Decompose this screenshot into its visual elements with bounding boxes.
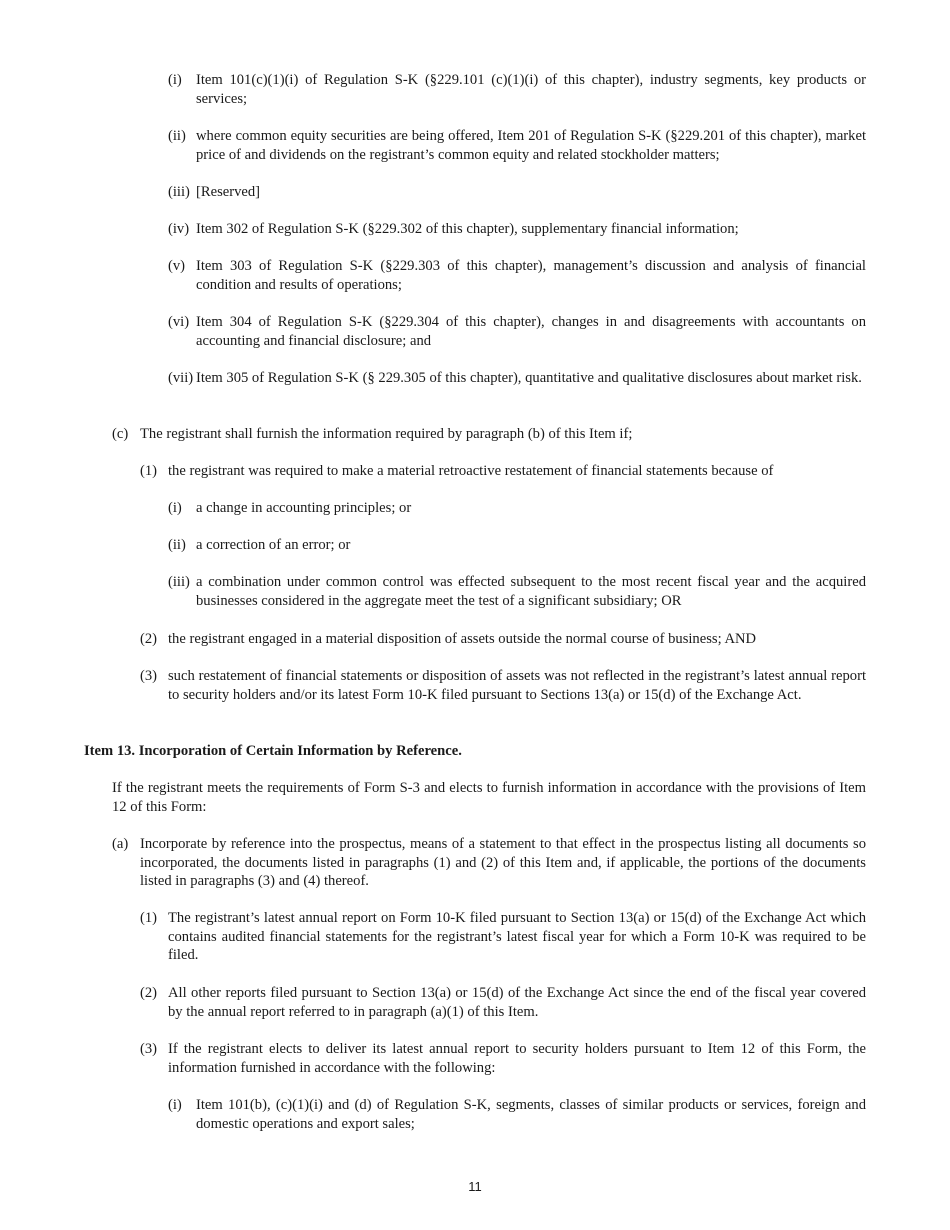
item-text: Item 101(b), (c)(1)(i) and (d) of Regulation S-K, segments, classes of similar products or services, foreign and domestic operations and export sales;: [196, 1097, 866, 1132]
item-label: (ii): [168, 537, 186, 553]
item-label: (3): [140, 1041, 158, 1057]
item-text: If the registrant elects to deliver its latest annual report to security holders pursuant to Item 12 of this Form, the information furnished in accordance with the following:: [168, 1041, 866, 1076]
paragraph-13-a-2: [140, 984, 866, 1021]
item-label: (i): [168, 500, 182, 516]
item-label: (iii): [168, 184, 190, 200]
item-label: (iii): [168, 574, 190, 590]
item-label: (3): [140, 668, 158, 684]
item-text: Item 305 of Regulation S-K (§ 229.305 of this chapter), quantitative and qualitative disclosures about market risk.: [196, 370, 862, 386]
item-text: such restatement of financial statements or disposition of assets was not reflected in the registrant’s latest annual report to security holders and/or its latest Form 10-K filed pursuant to Sections 13(a) or 15(d) of the Exchange Act.: [168, 668, 866, 703]
paragraph-13-a: [112, 835, 866, 891]
paragraph-c: [112, 425, 866, 444]
item-text: where common equity securities are being offered, Item 201 of Regulation S-K (§229.201 of this chapter), market price of and dividends on the registrant’s common equity and related stockholder matters;: [196, 128, 866, 163]
item-text: All other reports filed pursuant to Section 13(a) or 15(d) of the Exchange Act since the end of the fiscal year covered by the annual report referred to in paragraph (a)(1) of this Item.: [168, 985, 866, 1020]
item-text: the registrant engaged in a material disposition of assets outside the normal course of business; AND: [168, 631, 757, 647]
paragraph-b-i: [168, 71, 866, 108]
item-text: a correction of an error; or: [196, 537, 351, 553]
item-text: Incorporate by reference into the prospectus, means of a statement to that effect in the prospectus listing all documents so incorporated, the documents listed in paragraphs (1) and (2) of this Item and, if applicable, the portions of the documents listed in paragraphs (3) and (4) thereof.: [140, 836, 866, 889]
item-label: (vi): [168, 314, 190, 330]
paragraph-c-1-i: [168, 499, 866, 518]
item-text: the registrant was required to make a material retroactive restatement of financial statements because of: [168, 463, 774, 479]
item-text: The registrant shall furnish the information required by paragraph (b) of this Item if;: [140, 426, 633, 442]
item-label: (c): [112, 426, 129, 442]
paragraph-c-1-iii: [168, 573, 866, 610]
paragraph-c-3: [140, 667, 866, 704]
paragraph-b-vii: [168, 369, 866, 388]
paragraph-13-a-3-i: [168, 1096, 866, 1133]
item-label: (1): [140, 463, 158, 479]
item-label: (iv): [168, 221, 190, 237]
item-13-heading: Item 13. Incorporation of Certain Information by Reference.: [84, 743, 462, 759]
item-label: (ii): [168, 128, 186, 144]
paragraph-b-iv: [168, 220, 866, 239]
paragraph-c-2: [140, 630, 866, 649]
paragraph-b-v: [168, 257, 866, 294]
paragraph-b-ii: [168, 127, 866, 164]
item-label: (v): [168, 258, 186, 274]
item-text: Item 303 of Regulation S-K (§229.303 of this chapter), management’s discussion and analysis of financial condition and results of operations;: [196, 258, 866, 293]
paragraph-13-a-1: [140, 909, 866, 965]
page-number: 11: [468, 1179, 482, 1194]
item-label: (i): [168, 72, 182, 88]
item-13-intro: If the registrant meets the requirements of Form S-3 and elects to furnish information in accordance with the provisions of Item 12 of this Form:: [112, 780, 866, 815]
item-label: (2): [140, 631, 158, 647]
item-label: (2): [140, 985, 158, 1001]
item-label: (i): [168, 1097, 182, 1113]
item-text: a change in accounting principles; or: [196, 500, 412, 516]
item-label: (a): [112, 836, 129, 852]
item-label: (vii): [168, 370, 194, 386]
item-text: a combination under common control was effected subsequent to the most recent fiscal year and the acquired businesses considered in the aggregate meet the test of a significant subsidiary; OR: [196, 574, 866, 609]
item-text: Item 304 of Regulation S-K (§229.304 of this chapter), changes in and disagreements with accountants on accounting and financial disclosure; and: [196, 314, 866, 349]
paragraph-b-iii: [168, 183, 866, 202]
paragraph-c-1-ii: [168, 536, 866, 555]
paragraph-c-1: [140, 462, 866, 481]
item-text: Item 302 of Regulation S-K (§229.302 of this chapter), supplementary financial information;: [196, 221, 739, 237]
item-text: [Reserved]: [196, 184, 261, 200]
paragraph-b-vi: [168, 313, 866, 350]
item-label: (1): [140, 910, 158, 926]
item-text: The registrant’s latest annual report on Form 10-K filed pursuant to Section 13(a) or 15(d) of the Exchange Act which contains audited financial statements for the registrant’s latest fiscal year for which a Form 10-K was required to be filed.: [168, 910, 866, 963]
paragraph-13-a-3: [140, 1040, 866, 1077]
item-text: Item 101(c)(1)(i) of Regulation S-K (§229.101 (c)(1)(i) of this chapter), industry segments, key products or services;: [196, 72, 866, 107]
